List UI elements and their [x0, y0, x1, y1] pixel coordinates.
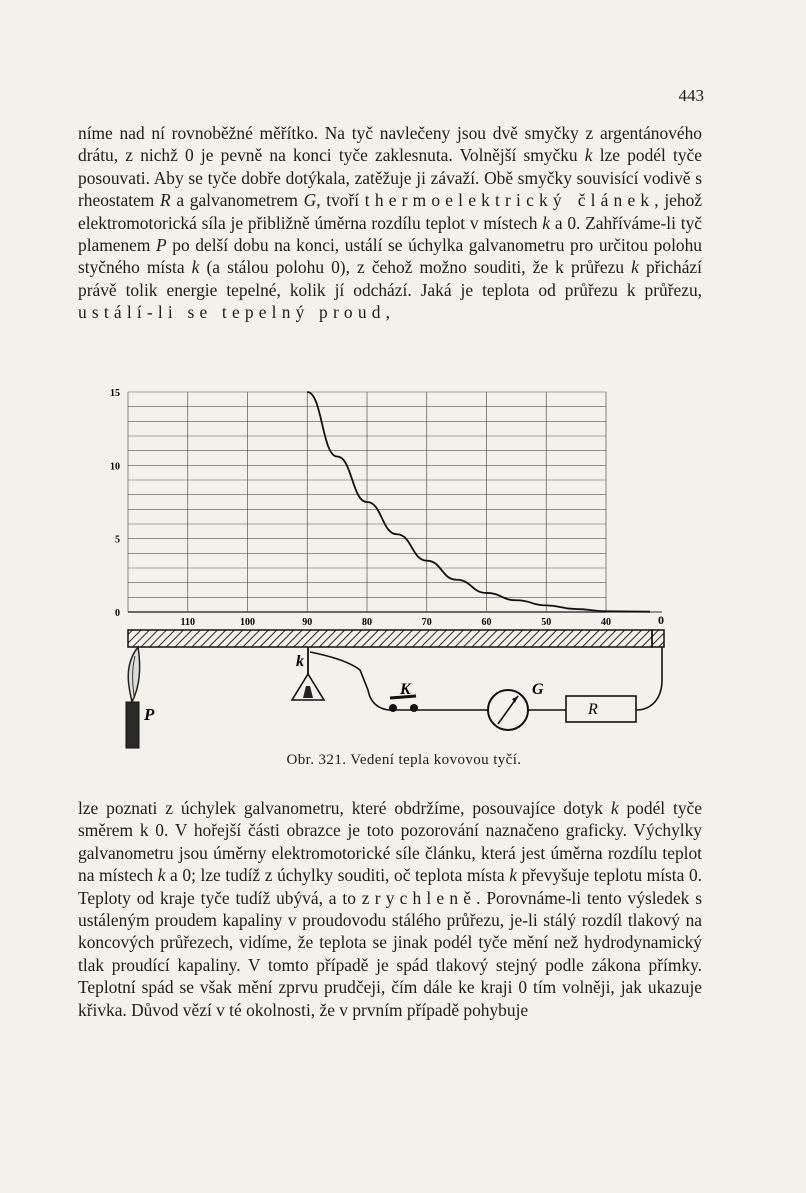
text-run: , jehož elektromotorická síla je přibližně úměrna rozdílu teplot v místech — [78, 190, 702, 233]
y-tick-label: 10 — [110, 461, 120, 473]
rod-end-piece — [652, 630, 664, 647]
text-run: lze poznati z úchylek galvanometru, které obdržíme, posouvajíce dotyk — [78, 798, 611, 818]
y-tick-label: 15 — [110, 388, 120, 399]
text-run: lze podél tyče posouvati. Aby se tyče dobře dotýkala, zatěžuje ji závaží. Obě smyčky souvisící vodivě s rheostatem — [78, 145, 702, 211]
label-P: P — [144, 705, 155, 724]
italic-symbol: k — [191, 257, 200, 278]
text-run: převyšuje teplotu místa 0. Teploty od kraje tyče tudíž ubývá, a to — [78, 865, 703, 908]
text-run: podél tyče směrem k 0. V hořejší části obrazce je toto pozorování naznačeno graficky. Výchylky galvanometru jsou úměrny elektromotorické síle článku, která jest úměrna rozdílu teplot na místech — [78, 798, 702, 886]
key-switch — [389, 681, 418, 712]
label-zero: 0 — [658, 613, 664, 627]
paragraph-bottom — [78, 797, 702, 1021]
x-tick-labels — [181, 617, 611, 628]
page-number: 443 — [678, 86, 704, 105]
temperature-chart — [110, 388, 662, 628]
figure-caption: Obr. 321. Vedení tepla kovovou tyčí. — [286, 752, 522, 768]
label-K: K — [400, 681, 411, 698]
italic-symbol: k — [610, 798, 619, 818]
text-run: , tvoří — [316, 190, 365, 211]
label-G: G — [532, 681, 544, 698]
x-tick-label: 80 — [362, 617, 372, 628]
chart-grid — [128, 392, 662, 612]
italic-symbol: G — [303, 190, 317, 211]
label-R: R — [588, 701, 598, 718]
x-tick-label: 90 — [302, 617, 313, 628]
italic-symbol: R — [160, 190, 171, 211]
x-tick-label: 60 — [481, 617, 492, 628]
text-run: po delší dobu na konci, ustálí se úchylka galvanometru pro určitou polohu styčného místa — [78, 235, 702, 278]
italic-symbol: k — [631, 257, 639, 278]
rheostat — [566, 696, 636, 722]
text-run: (a stálou polohu 0), z čehož možno souditi, že k průřezu — [199, 257, 632, 278]
italic-symbol: k — [542, 212, 551, 233]
emphasis-spaced: thermoelektrický článek — [364, 190, 655, 211]
text-run: a galvanometrem — [170, 190, 304, 211]
y-tick-label: 5 — [115, 534, 120, 546]
x-tick-label: 40 — [601, 617, 611, 628]
circuit-wire — [310, 652, 488, 710]
y-tick-labels — [110, 388, 120, 619]
paragraph-top — [78, 122, 702, 324]
text-run: , — [385, 302, 390, 323]
burner — [126, 702, 139, 748]
emphasis-spaced: ustálí-li se tepelný proud — [78, 302, 386, 323]
label-k: k — [296, 653, 304, 670]
text-run: níme nad ní rovnoběžné měřítko. Na tyč navlečeny jsou dvě smyčky z argentánového drátu, z nichž 0 je pevně na konci tyče zaklesnuta. Volnější smyčku — [78, 123, 702, 166]
x-tick-label: 110 — [180, 617, 195, 628]
italic-symbol: k — [584, 145, 593, 166]
text-run: a 0; lze tudíž z úchylky souditi, oč teplota místa — [165, 865, 510, 886]
italic-symbol: k — [157, 865, 166, 886]
y-tick-label: 0 — [115, 608, 120, 619]
x-tick-label: 100 — [240, 617, 255, 628]
text-run: přichází právě tolik energie tepelné, kolik jí odchází. Jaká je teplota od průřezu k průřezu, — [78, 257, 702, 300]
x-tick-label: 50 — [541, 617, 552, 628]
x-tick-label: 70 — [421, 617, 432, 628]
temperature-curve — [307, 392, 650, 612]
italic-symbol: P — [156, 235, 167, 256]
figure-rod-heat-conduction — [0, 380, 806, 752]
text-run: . Porovnáme-li tento výsledek s ustáleným proudem kapaliny v proudovodu stálého průřezu, je-li stálý rozdíl tlakový na koncových průřezech, vidíme, že teplota se jinak podél tyče mění než hydrodynamický tlak proudící kapaliny. V tomto případě je spád tlakový stejný podle zákona přímky. Teplotní spád se však mění zprvu prudčeji, čím dále ke kraji 0 tím volněji, jak ukazuje křivka. Důvod vězí v té okolnosti, že v prvním případě pohybuje — [78, 887, 703, 1020]
text-run: a 0. Zahříváme-li tyč plamenem — [78, 212, 702, 256]
metal-rod — [128, 630, 652, 647]
emphasis-spaced: zrychleně — [361, 887, 477, 908]
italic-symbol: k — [509, 865, 517, 886]
galvanometer-icon — [488, 681, 544, 730]
